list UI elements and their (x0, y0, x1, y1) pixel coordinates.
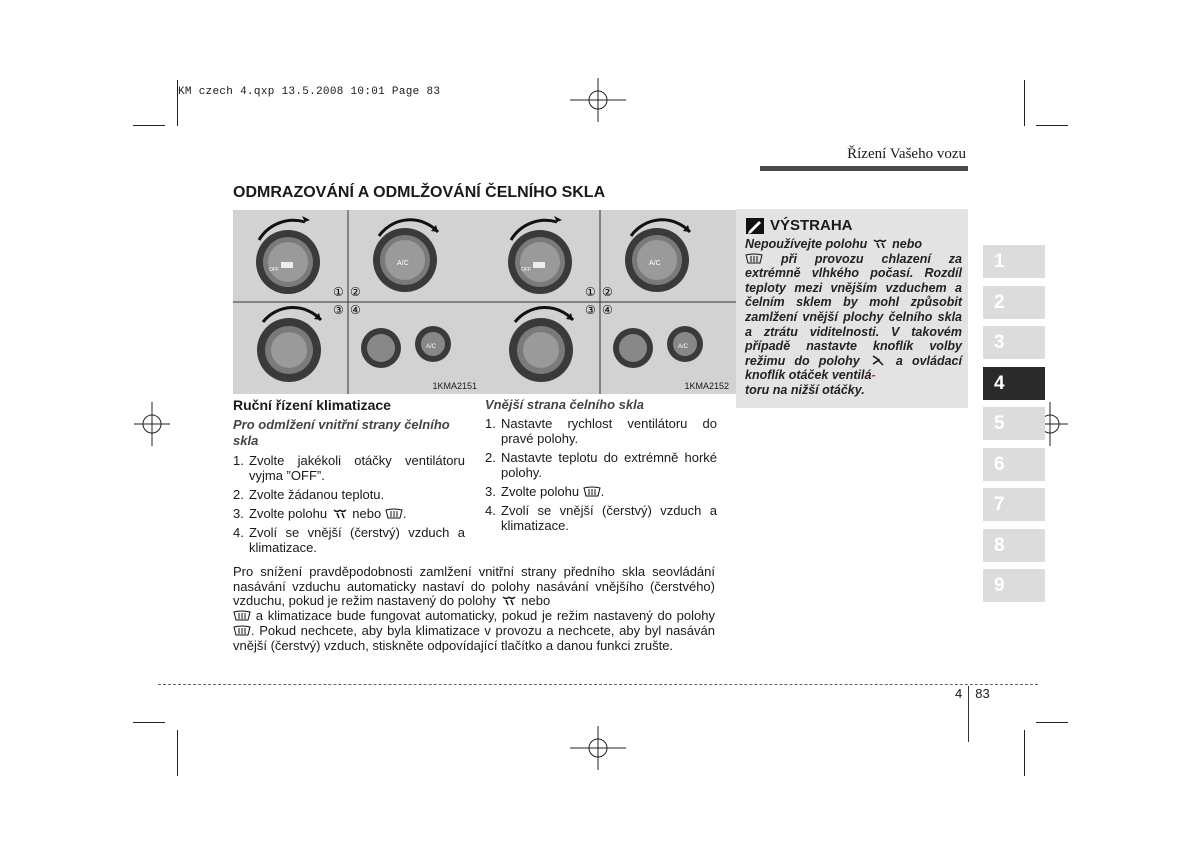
crop-mark (1036, 722, 1068, 723)
figure-exterior-defog (485, 210, 737, 394)
figure-manual-control (233, 210, 485, 394)
svg-text:④: ④ (602, 303, 613, 317)
svg-text:OFF: OFF (521, 267, 531, 273)
defrost-icon (233, 610, 251, 621)
chapter-tab-3[interactable]: 3 (983, 326, 1045, 359)
defrost-icon (233, 625, 251, 636)
body-paragraph: Pro snížení pravděpodobnosti zamlžení vnitřní strany předního skla seovládání nasávání vzduchu automaticky nastaví do polohy nasávání vnějšího (čerstvého) vzduchu, pokud je režim nastavený do polohy nebo a klimatizace bude fungovat automaticky, pokud je režim nastavený do polohy . Pokud nechcete, aby byla klimatizace v provozu a nechcete, aby byl nasáván vnější (čerstvý) vzduch, stiskněte odpovídající tlačítko a danou funkci zrušte. (233, 564, 715, 653)
floor-defrost-icon (500, 595, 518, 606)
left-subheading: Pro odmlžení vnitřní strany čelního skla (233, 417, 450, 448)
svg-text:①: ① (333, 285, 344, 299)
crop-mark (133, 125, 165, 126)
temperature-knob (625, 220, 690, 292)
warning-text: Nepoužívejte polohu nebo při provozu chlazení za extrémně vlhkého počasí. Rozdíl teploty mezi vnějším vzduchem a čelním sklem by mohl způsobit zamlžení vnější plochy čelního skla a ztrátu viditelnosti. V takovém případě nastavte knoflík volby režimu do polohy a ovládací knoflík otáček ventilá- toru na nižší otáčky. (745, 237, 962, 397)
svg-text:②: ② (350, 285, 361, 299)
floor-vent-icon (869, 355, 887, 366)
footer-rule (158, 684, 1038, 685)
list-item: 1. Zvolte jakékoli otáčky ventilátoru vyjma ”OFF”. (233, 453, 465, 483)
svg-text:A/C: A/C (397, 260, 409, 267)
registration-mark (570, 78, 626, 122)
right-subheading: Vnější strana čelního skla (485, 397, 644, 412)
crop-mark (1024, 80, 1025, 126)
chapter-tab-6[interactable]: 6 (983, 448, 1045, 481)
floor-defrost-icon (331, 508, 349, 519)
fan-knob (508, 216, 572, 294)
warning-pencil-icon (746, 218, 764, 234)
warning-box (736, 209, 968, 408)
list-item: 2. Nastavte teplotu do extrémně horké polohy. (485, 450, 717, 480)
chapter-tab-9[interactable]: 9 (983, 569, 1045, 602)
chapter-tab-1[interactable]: 1 (983, 245, 1045, 278)
right-column (485, 397, 717, 537)
chapter-tab-2[interactable]: 2 (983, 286, 1045, 319)
svg-text:A/C: A/C (649, 260, 661, 267)
crop-mark (177, 730, 178, 776)
chapter-tab-4[interactable]: 4 (983, 367, 1045, 400)
temperature-knob (373, 220, 438, 292)
defrost-icon (583, 486, 601, 497)
list-item: 3. Zvolte polohu . (485, 484, 605, 499)
svg-text:③: ③ (333, 303, 344, 317)
left-steps (233, 453, 465, 555)
print-header: KM czech 4.qxp 13.5.2008 10:01 Page 83 (178, 86, 441, 98)
floor-defrost-icon (871, 238, 889, 249)
figure-code: 1KMA2151 (432, 381, 477, 391)
left-heading: Ruční řízení klimatizace (233, 397, 391, 413)
page-number (955, 686, 990, 742)
figure-code: 1KMA2152 (684, 381, 729, 391)
svg-text:①: ① (585, 285, 596, 299)
chapter-tabs (983, 245, 1045, 610)
mode-knob (509, 308, 573, 382)
knob-diagram-1 (233, 210, 485, 394)
page-number-divider (968, 686, 969, 742)
svg-text:③: ③ (585, 303, 596, 317)
svg-text:②: ② (602, 285, 613, 299)
chapter-tab-5[interactable]: 5 (983, 407, 1045, 440)
page-chapter: 4 (955, 686, 963, 701)
svg-text:A/C: A/C (678, 344, 689, 350)
small-knobs (361, 326, 451, 368)
mode-knob (257, 308, 321, 382)
list-item: 3. Zvolte polohu nebo . (233, 506, 407, 521)
registration-mark (134, 402, 170, 446)
svg-text:④: ④ (350, 303, 361, 317)
list-item: 4. Zvolí se vnější (čerstvý) vzduch a klimatizace. (485, 503, 717, 533)
list-item: 4. Zvolí se vnější (čerstvý) vzduch a klimatizace. (233, 525, 465, 555)
fan-knob (256, 216, 320, 294)
chapter-tab-7[interactable]: 7 (983, 488, 1045, 521)
right-steps (485, 416, 717, 533)
warning-title: VÝSTRAHA (746, 217, 853, 234)
header-rule (760, 166, 968, 171)
registration-mark (570, 726, 626, 770)
section-header: Řízení Vašeho vozu (847, 146, 966, 162)
small-knobs (613, 326, 703, 368)
chapter-tab-8[interactable]: 8 (983, 529, 1045, 562)
page-number-value: 83 (975, 686, 990, 701)
list-item: 1. Nastavte rychlost ventilátoru do pravé polohy. (485, 416, 717, 446)
page-title: ODMRAZOVÁNÍ A ODMLŽOVÁNÍ ČELNÍHO SKLA (233, 184, 606, 201)
crop-mark (1036, 125, 1068, 126)
crop-mark (1024, 730, 1025, 776)
list-item: 2. Zvolte žádanou teplotu. (233, 487, 385, 502)
defrost-icon (385, 508, 403, 519)
svg-text:A/C: A/C (426, 344, 437, 350)
crop-mark (133, 722, 165, 723)
svg-text:OFF: OFF (269, 267, 279, 273)
knob-diagram-2 (485, 210, 737, 394)
left-column (233, 397, 465, 559)
defrost-icon (745, 253, 763, 264)
